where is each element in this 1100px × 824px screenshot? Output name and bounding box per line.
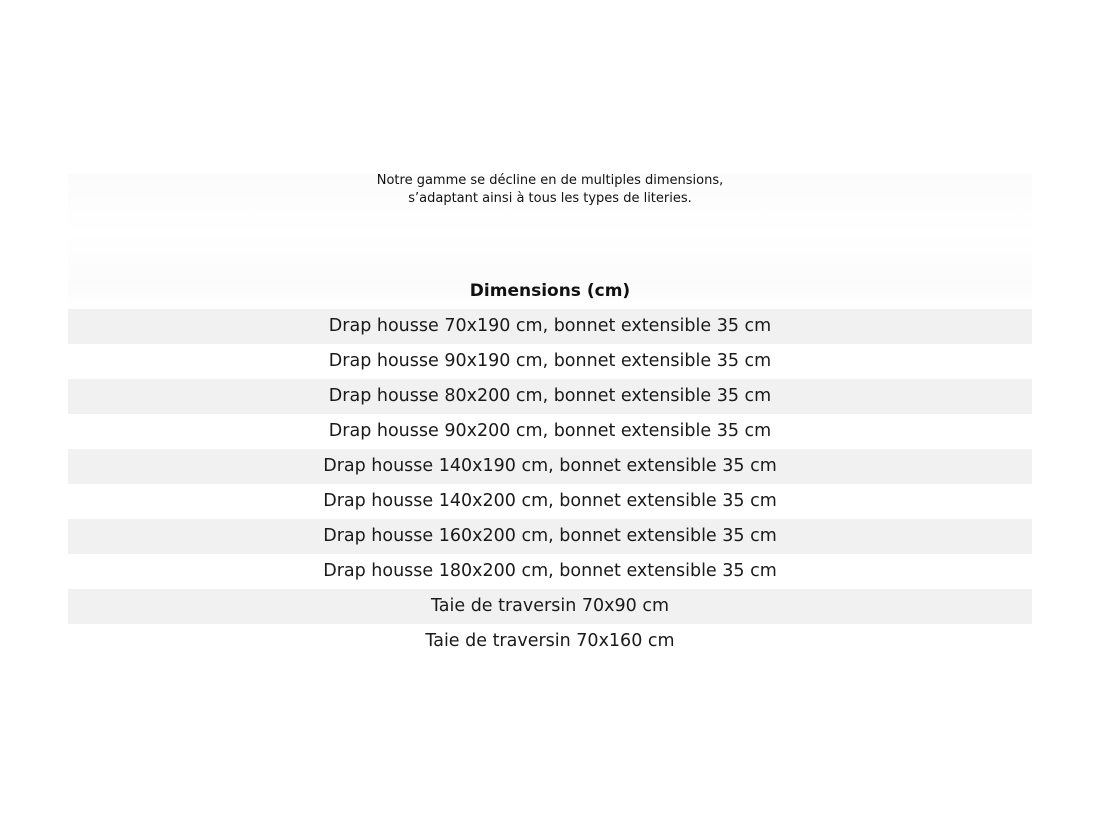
intro-text [0, 172, 1100, 208]
table-row: Drap housse 90x200 cm, bonnet extensible 35 cm [68, 414, 1032, 449]
table-header: Dimensions (cm) [469, 281, 631, 301]
table-row: Drap housse 80x200 cm, bonnet extensible 35 cm [68, 379, 1032, 414]
table-row: Drap housse 70x190 cm, bonnet extensible 35 cm [68, 309, 1032, 344]
intro-line-1: Notre gamme se décline en de multiples dimensions, [376, 173, 724, 188]
intro-line-2: s’adaptant ainsi à tous les types de literies. [408, 191, 692, 206]
table-row: Drap housse 160x200 cm, bonnet extensible 35 cm [68, 519, 1032, 554]
table-row: Taie de traversin 70x160 cm [68, 624, 1032, 659]
table-row: Drap housse 90x190 cm, bonnet extensible 35 cm [68, 344, 1032, 379]
table-row: Drap housse 180x200 cm, bonnet extensible 35 cm [68, 554, 1032, 589]
dimensions-table [68, 273, 1032, 659]
table-row: Taie de traversin 70x90 cm [68, 589, 1032, 624]
table-row: Drap housse 140x190 cm, bonnet extensible 35 cm [68, 449, 1032, 484]
table-row: Drap housse 140x200 cm, bonnet extensible 35 cm [68, 484, 1032, 519]
table-rows [68, 309, 1032, 659]
